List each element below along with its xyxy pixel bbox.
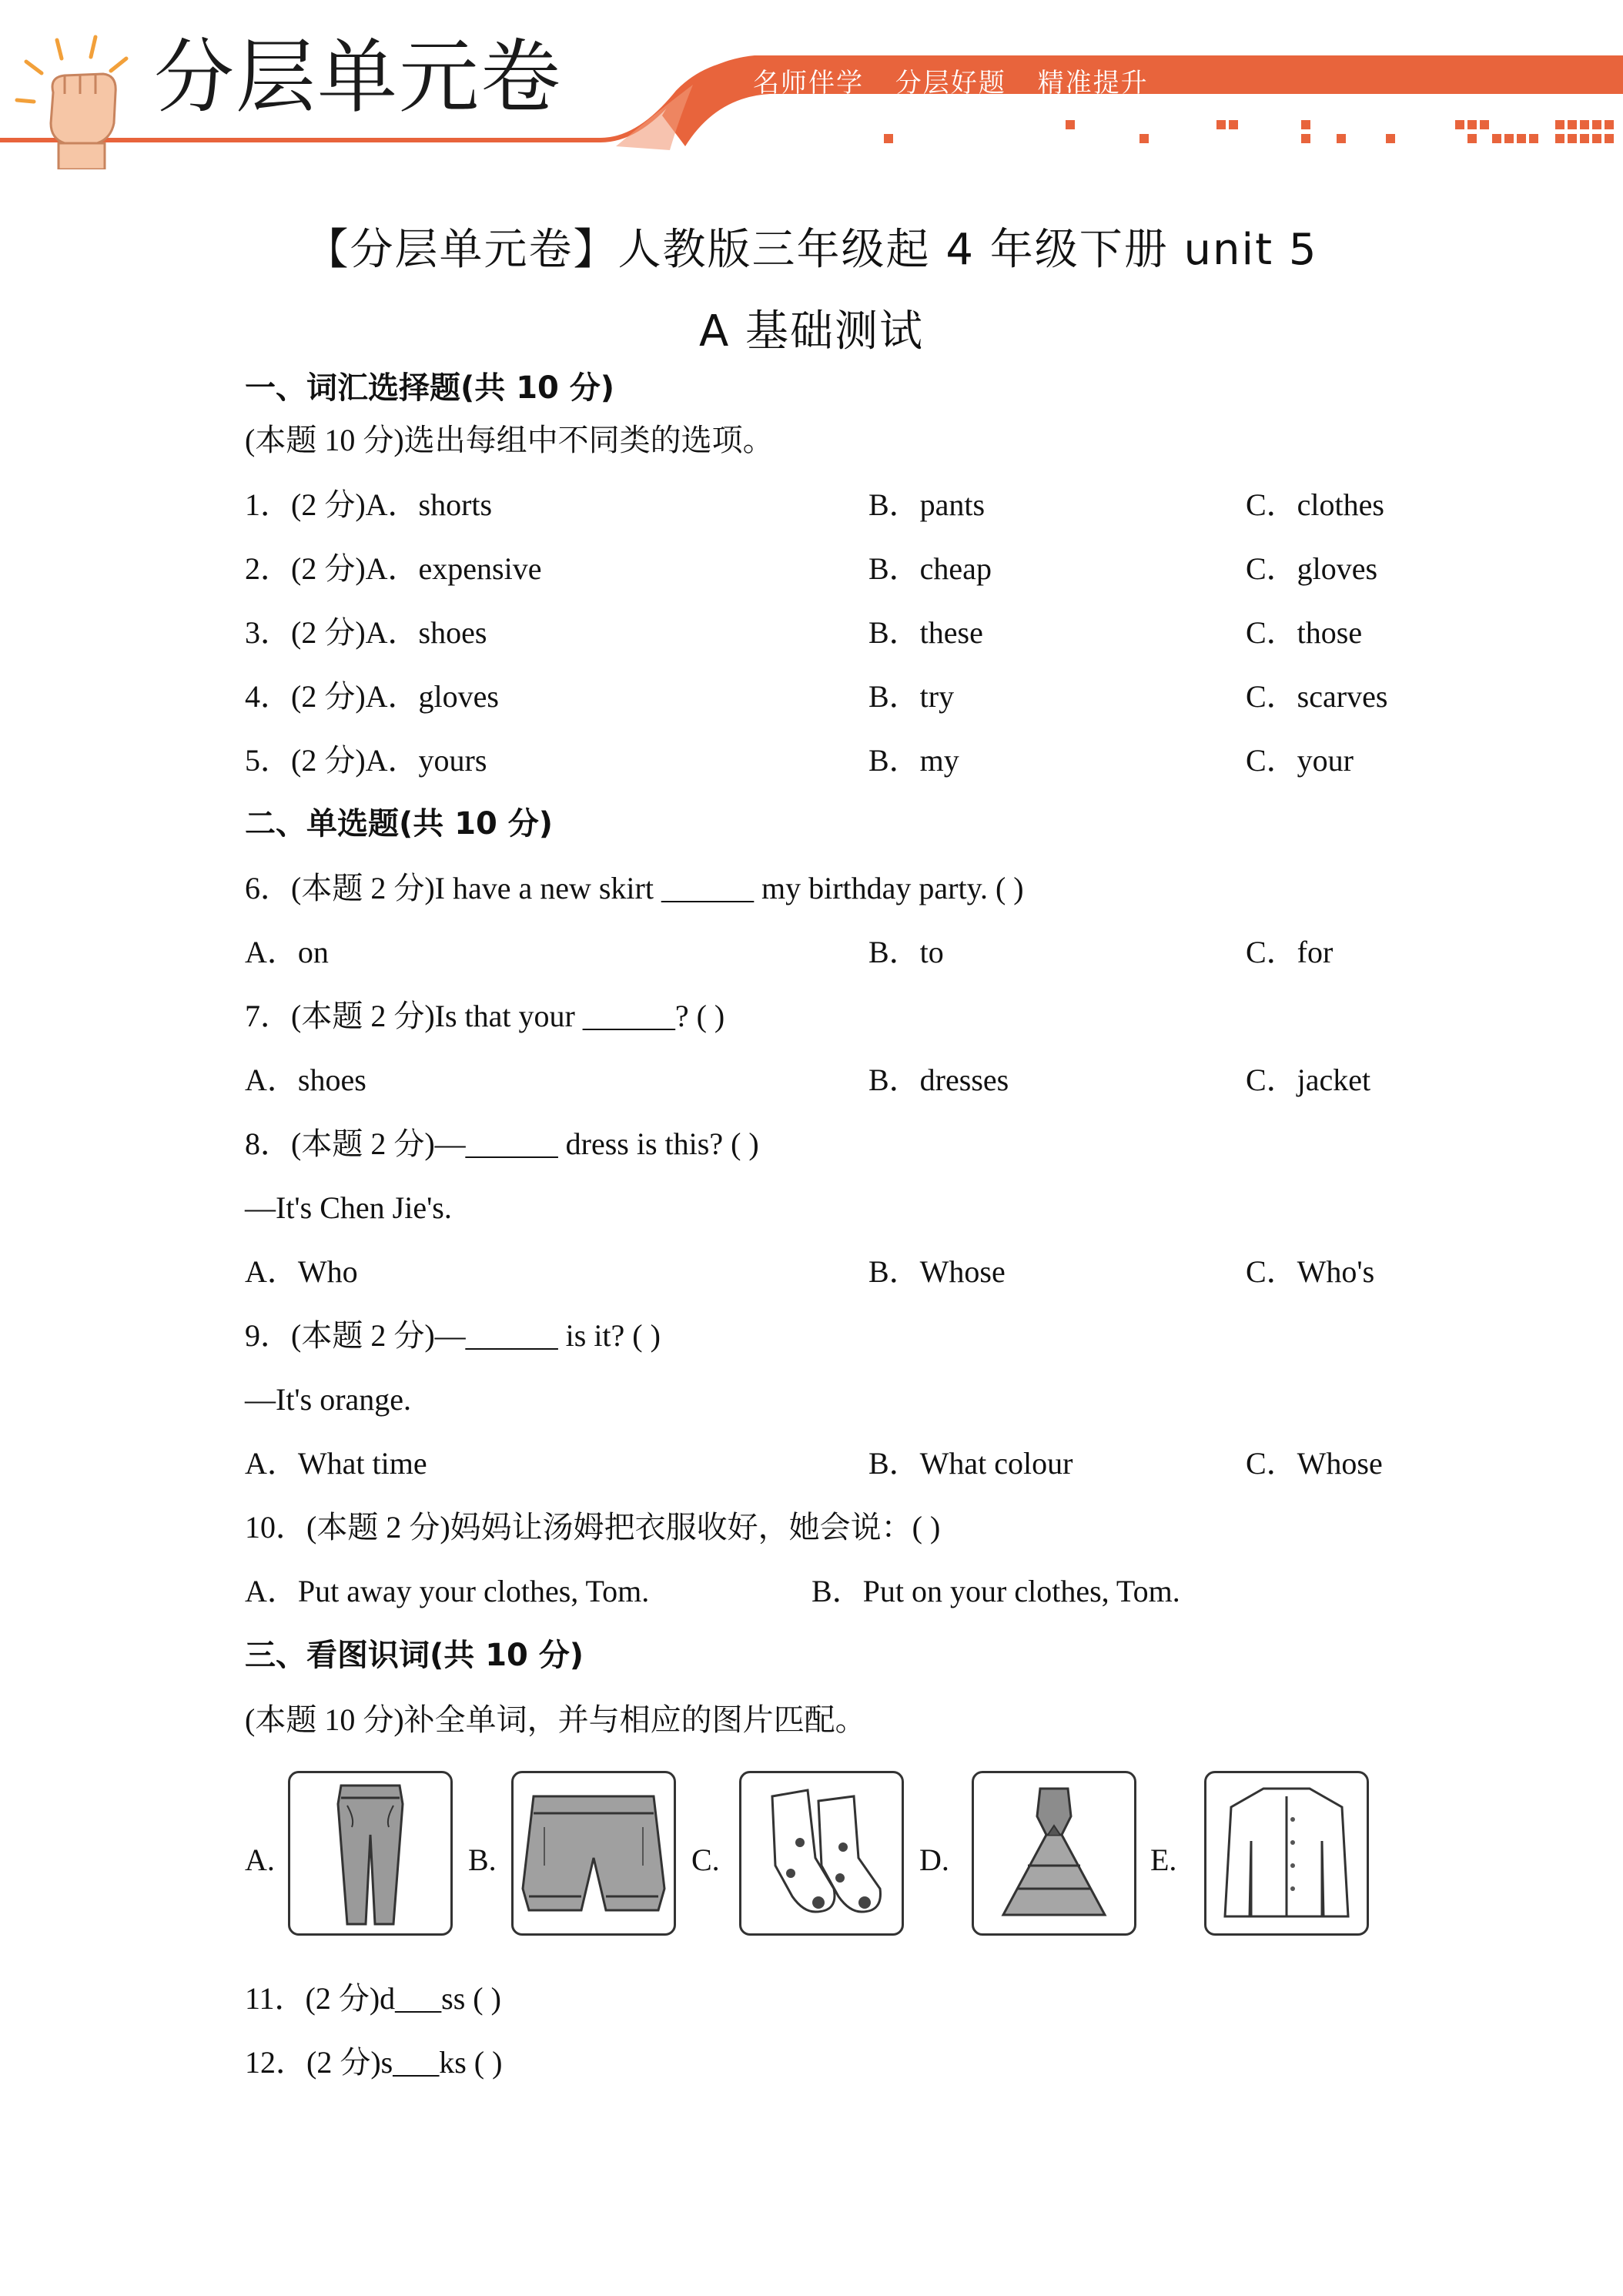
question-stem: 10．(本题 2 分)妈妈让汤姆把衣服收好，她会说：( ) — [245, 1510, 941, 1545]
option-b: B．cheap — [868, 551, 992, 586]
fist-icon — [11, 31, 142, 169]
option-b: B．try — [868, 679, 955, 714]
question-row — [245, 551, 1477, 586]
option-b: B．pants — [868, 487, 986, 522]
option-c: C．your — [1246, 743, 1354, 778]
question-stem: 9．(本题 2 分)—______ is it? ( ) — [245, 1318, 661, 1353]
options-row — [245, 1065, 1477, 1096]
socks-picture — [739, 1771, 904, 1936]
option-c: C．gloves — [1246, 551, 1378, 586]
options-row — [245, 937, 1477, 968]
question-stem: 4．(2 分)A．gloves — [245, 679, 499, 714]
option-b: B．Whose — [868, 1254, 1006, 1289]
coat-icon — [1206, 1773, 1367, 1933]
document-title: 【分层单元卷】人教版三年级起 4 年级下册 unit 5 — [305, 225, 1318, 275]
section-heading-single-choice: 二、单选题(共 10 分) — [245, 806, 554, 842]
picture-options — [245, 1771, 1400, 1940]
option-b: B．What colour — [868, 1446, 1073, 1481]
option-a: A．What time — [245, 1446, 427, 1481]
pants-icon — [290, 1773, 450, 1933]
shorts-picture — [511, 1771, 676, 1936]
page-header — [0, 0, 1623, 162]
picture-letter: E. — [1150, 1842, 1177, 1877]
option-c: C．scarves — [1246, 679, 1388, 714]
question-stem: 3．(2 分)A．shoes — [245, 615, 487, 650]
dialogue-reply: —It's orange. — [245, 1382, 412, 1417]
picture-letter: D. — [919, 1842, 949, 1877]
option-a: A．on — [245, 935, 329, 969]
question-stem: 5．(2 分)A．yours — [245, 743, 487, 778]
document-subtitle: A 基础测试 — [698, 306, 925, 356]
option-c: C．Who's — [1246, 1254, 1375, 1289]
brand-title: 分层单元卷 — [154, 30, 563, 124]
picture-letter: C. — [691, 1842, 720, 1877]
question-stem: 12．(2 分)s___ks ( ) — [245, 2045, 503, 2080]
option-a: A．Who — [245, 1254, 358, 1289]
option-c: C．for — [1246, 935, 1334, 969]
question-row — [245, 615, 1477, 650]
picture-letter: B. — [468, 1842, 497, 1877]
section-instruction: (本题 10 分)补全单词，并与相应的图片匹配。 — [245, 1702, 866, 1737]
section-instruction: (本题 10 分)选出每组中不同类的选项。 — [245, 423, 774, 457]
options-row — [245, 1576, 1477, 1607]
shorts-icon — [514, 1773, 674, 1933]
socks-icon — [741, 1773, 902, 1933]
dialogue-reply: —It's Chen Jie's. — [245, 1190, 452, 1225]
picture-letter: A. — [245, 1842, 275, 1877]
options-row — [245, 1254, 1477, 1289]
header-slogan: 名师伴学 分层好题 精准提升 — [753, 68, 1149, 99]
option-b: B．to — [868, 935, 944, 969]
question-stem: 1．(2 分)A．shorts — [245, 487, 493, 522]
option-a: A．shoes — [245, 1063, 366, 1097]
pants-picture — [288, 1771, 453, 1936]
question-stem: 2．(2 分)A．expensive — [245, 551, 542, 586]
option-a: A．Put away your clothes, Tom. — [245, 1574, 650, 1608]
option-c: C．those — [1246, 615, 1363, 650]
coat-picture — [1204, 1771, 1369, 1936]
option-b: B．my — [868, 743, 959, 778]
options-row — [245, 1448, 1477, 1479]
option-b: B．dresses — [868, 1063, 1009, 1097]
dress-icon — [974, 1773, 1134, 1933]
question-stem: 11．(2 分)d___ss ( ) — [245, 1981, 501, 2016]
option-c: C．Whose — [1246, 1446, 1383, 1481]
question-row — [245, 681, 1477, 712]
option-c: C．clothes — [1246, 487, 1384, 522]
option-c: C．jacket — [1246, 1063, 1371, 1097]
section-heading-vocabulary: 一、词汇选择题(共 10 分) — [245, 370, 615, 406]
dress-picture — [972, 1771, 1136, 1936]
question-stem: 6．(本题 2 分)I have a new skirt ______ my birthday party. ( ) — [245, 871, 1024, 905]
question-row — [245, 745, 1477, 776]
question-row — [245, 487, 1477, 522]
section-heading-picture-words: 三、看图识词(共 10 分) — [245, 1638, 584, 1673]
option-b: B．Put on your clothes, Tom. — [812, 1574, 1180, 1608]
question-stem: 8．(本题 2 分)—______ dress is this? ( ) — [245, 1126, 759, 1161]
question-stem: 7．(本题 2 分)Is that your ______? ( ) — [245, 999, 725, 1033]
option-b: B．these — [868, 615, 983, 650]
